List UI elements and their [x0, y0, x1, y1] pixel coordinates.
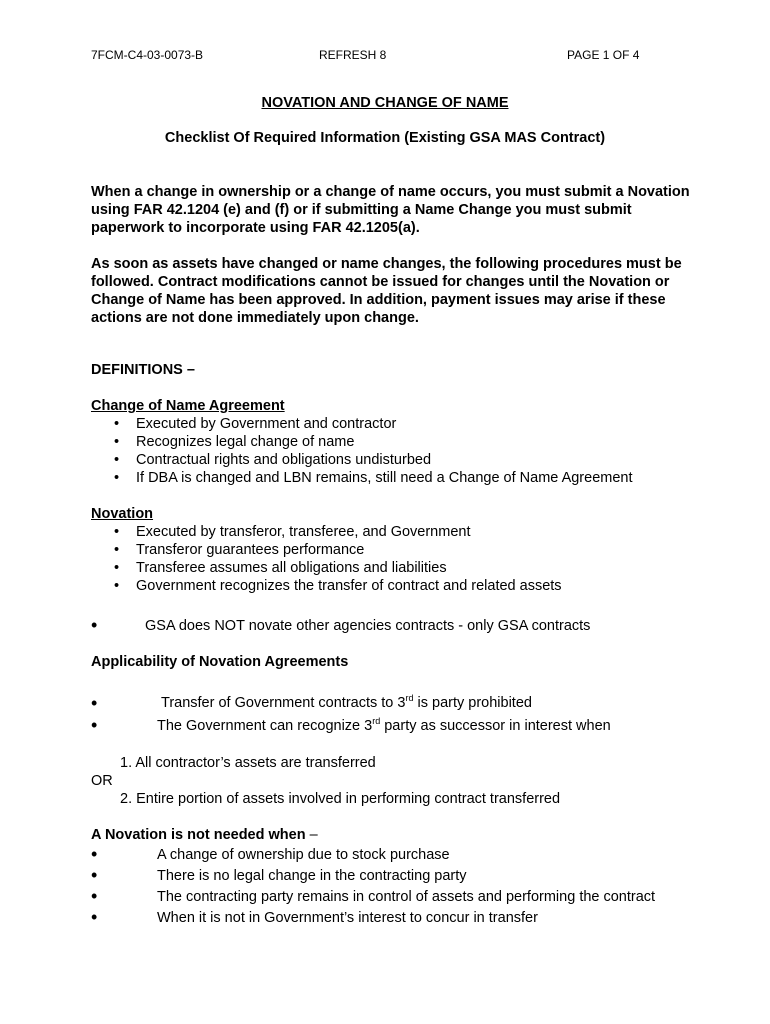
list-item: Government recognizes the transfer of contract and related assets: [136, 578, 562, 594]
applicability-item-text: The Government can recognize 3: [157, 718, 373, 734]
numbered-item: 1. All contractor’s assets are transferred: [120, 755, 376, 771]
list-item: The contracting party remains in control of assets and performing the contract: [157, 889, 656, 905]
superscript: rd: [405, 693, 414, 704]
bullet-icon: •: [91, 715, 98, 735]
bullet-icon: •: [114, 470, 120, 486]
bullet-icon: •: [91, 615, 98, 635]
superscript: rd: [372, 716, 381, 727]
header-doc-id: 7FCM-C4-03-0073-B: [91, 48, 204, 62]
bullet-icon: •: [114, 578, 120, 594]
bullet-icon: •: [114, 452, 120, 468]
list-item: Recognizes legal change of name: [136, 434, 355, 450]
list-item: Executed by Government and contractor: [136, 416, 397, 432]
definitions-heading: DEFINITIONS –: [91, 362, 195, 378]
not-needed-heading-dash: –: [305, 827, 318, 843]
applicability-item: [161, 695, 532, 711]
document-title: NOVATION AND CHANGE OF NAME: [261, 95, 509, 111]
change-of-name-heading: Change of Name Agreement: [91, 398, 285, 414]
bullet-icon: •: [114, 434, 120, 450]
bullet-icon: •: [91, 844, 98, 864]
applicability-item-text: is party prohibited: [413, 695, 532, 711]
bullet-icon: •: [91, 886, 98, 906]
list-item: Contractual rights and obligations undisturbed: [136, 452, 432, 468]
bullet-icon: •: [114, 416, 120, 432]
header-page-number: PAGE 1 OF 4: [567, 48, 640, 62]
gsa-note: GSA does NOT novate other agencies contracts - only GSA contracts: [145, 618, 591, 634]
bullet-icon: •: [114, 560, 120, 576]
list-item: Transferor guarantees performance: [136, 542, 365, 558]
bullet-icon: •: [114, 524, 120, 540]
header-refresh: REFRESH 8: [319, 48, 387, 62]
applicability-item: [157, 718, 611, 734]
not-needed-heading: [91, 827, 318, 843]
applicability-item-text: Transfer of Government contracts to 3: [161, 695, 406, 711]
or-label: OR: [91, 773, 113, 789]
bullet-icon: •: [91, 693, 98, 713]
applicability-item-text: party as successor in interest when: [380, 718, 611, 734]
intro-paragraph: As soon as assets have changed or name changes, the following procedures must be followed. Contract modifications cannot be issued for changes until the Novation or Change of Name has been approved. In addition, payment issues may arise if these actions are not done immediately upon change.: [91, 256, 682, 326]
not-needed-heading-bold: A Novation is not needed when: [91, 827, 306, 843]
bullet-icon: •: [114, 542, 120, 558]
list-item: When it is not in Government’s interest to concur in transfer: [157, 910, 538, 926]
list-item: There is no legal change in the contracting party: [157, 868, 467, 884]
intro-paragraph: When a change in ownership or a change of name occurs, you must submit a Novation using FAR 42.1204 (e) and (f) or if submitting a Name Change you must submit paperwork to incorporate using FAR 42.1205(a).: [91, 184, 690, 236]
novation-heading: Novation: [91, 506, 154, 522]
list-item: Transferee assumes all obligations and liabilities: [136, 560, 447, 576]
bullet-icon: •: [91, 907, 98, 927]
list-item: A change of ownership due to stock purchase: [157, 847, 450, 863]
list-item: Executed by transferor, transferee, and Government: [136, 524, 471, 540]
list-item: If DBA is changed and LBN remains, still need a Change of Name Agreement: [136, 470, 633, 486]
numbered-item: 2. Entire portion of assets involved in performing contract transferred: [120, 791, 561, 807]
applicability-heading: Applicability of Novation Agreements: [91, 654, 349, 670]
document-subtitle: Checklist Of Required Information (Existing GSA MAS Contract): [164, 130, 606, 146]
bullet-icon: •: [91, 865, 98, 885]
